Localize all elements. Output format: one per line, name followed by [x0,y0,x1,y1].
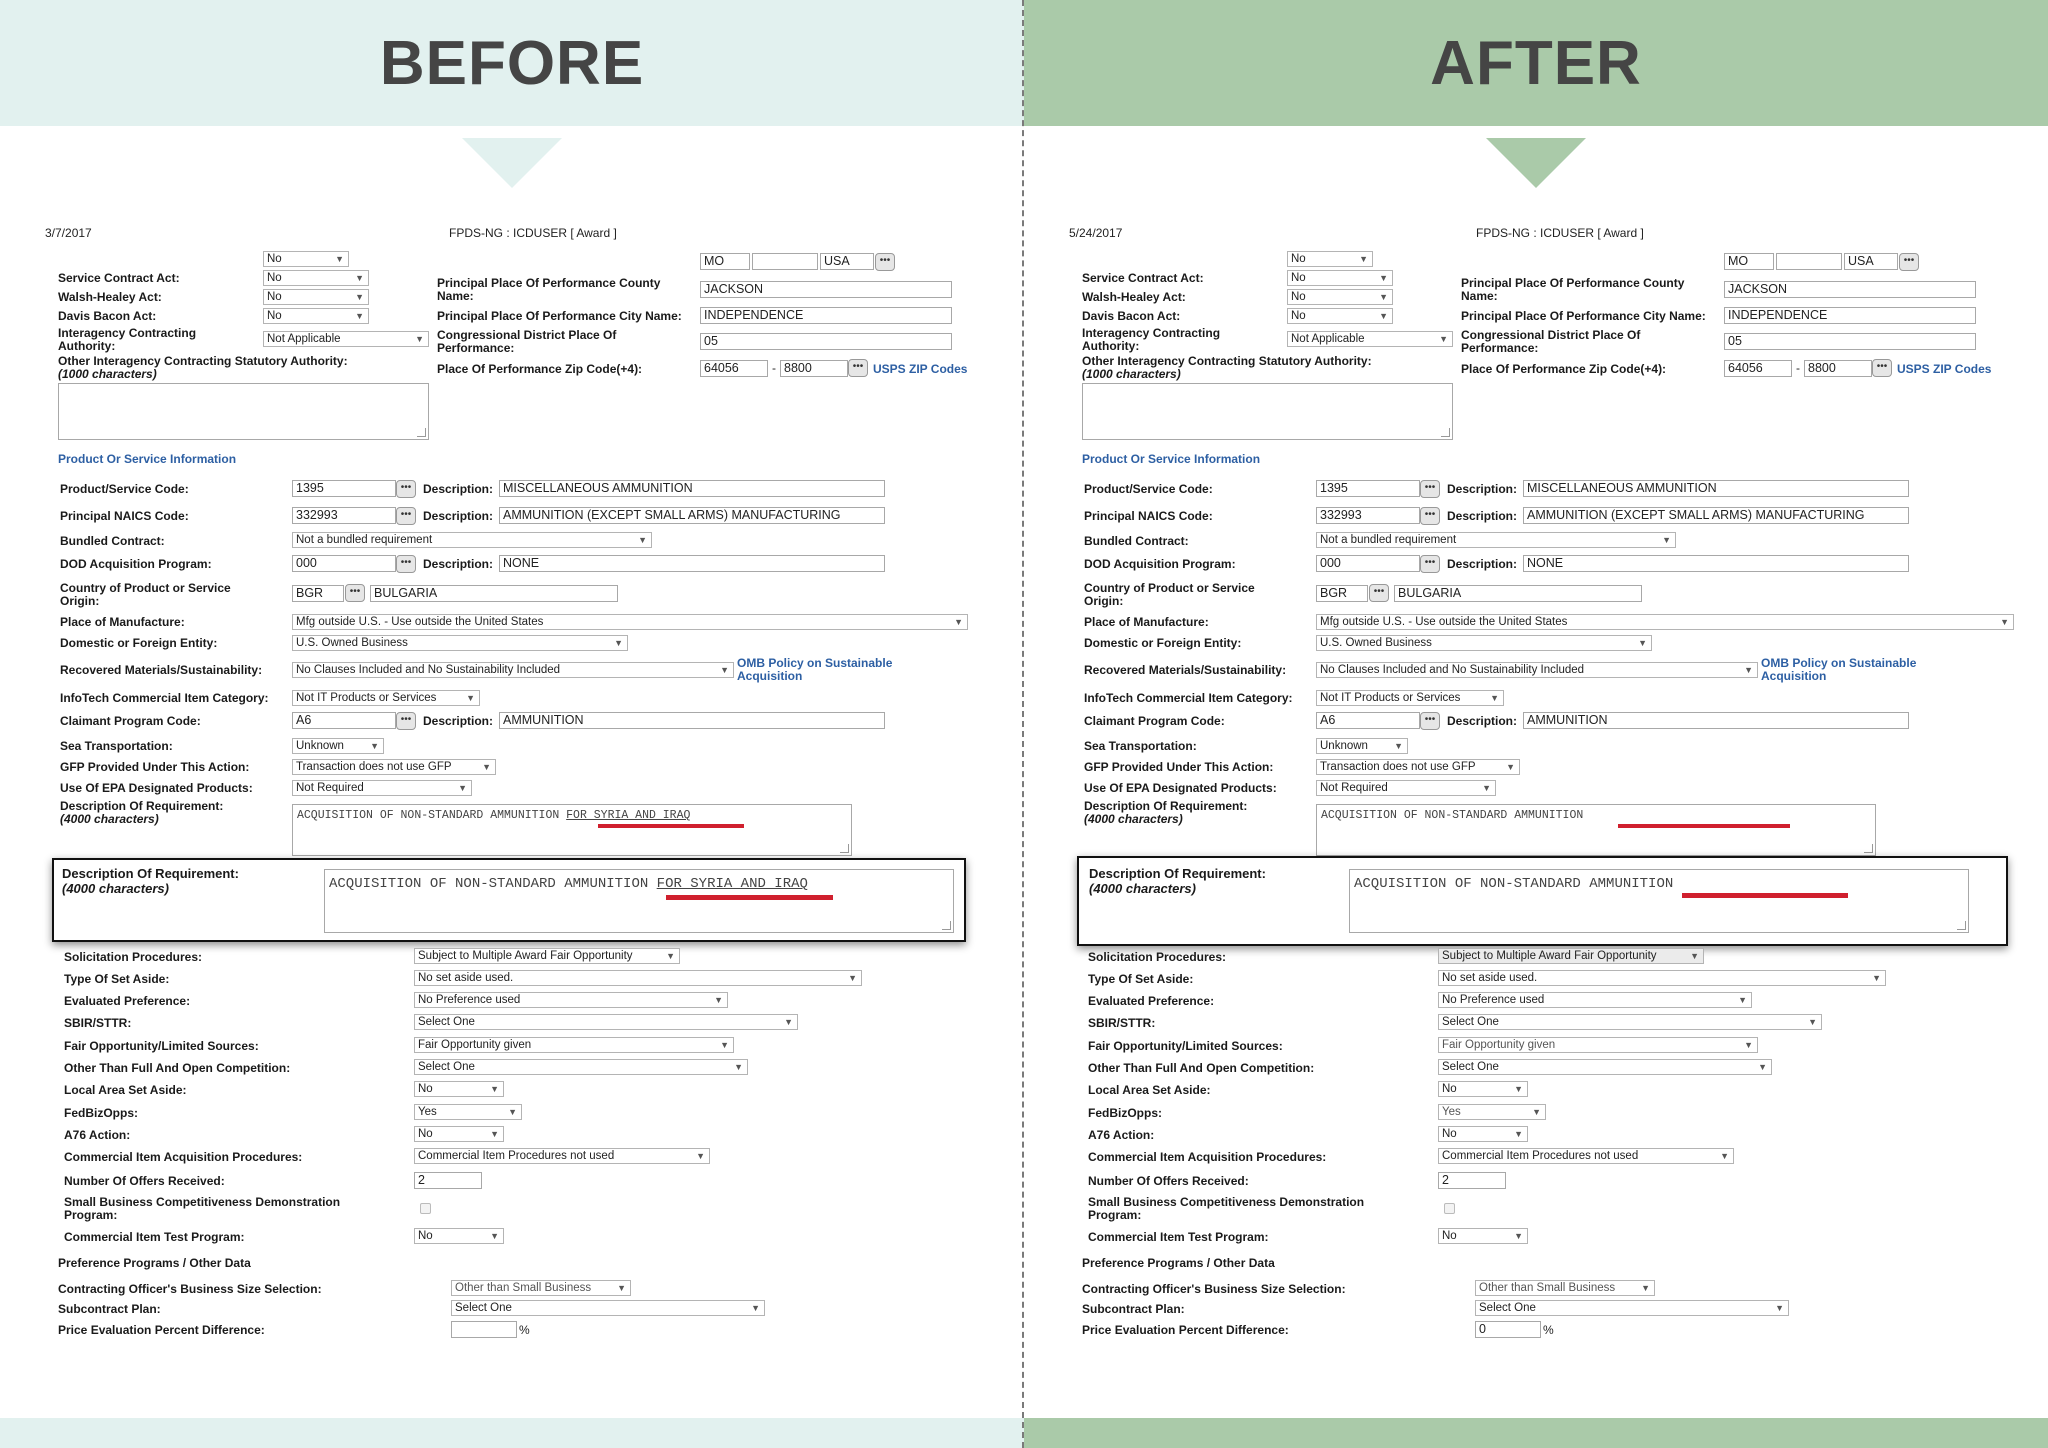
commercial-test-select[interactable]: No ▼ [414,1228,504,1244]
naics-desc-field: AMMUNITION (EXCEPT SMALL ARMS) MANUFACTURING [499,507,885,524]
pop-state-field[interactable]: MO [1724,253,1774,270]
business-size-select[interactable]: Other than Small Business ▼ [1475,1280,1655,1296]
zip-dash: - [1796,361,1800,375]
price-eval-field[interactable]: 0 [1475,1321,1541,1338]
panel-divider [1022,0,1024,1448]
zip-lookup-button[interactable]: ••• [848,359,868,377]
domestic-foreign-label: Domestic or Foreign Entity: [1084,636,1242,650]
country-origin-label: Country of Product or Service Origin: [1084,581,1255,608]
psc-label: Product/Service Code: [60,482,189,496]
pop-county-field[interactable]: JACKSON [1724,281,1976,298]
sbir-select[interactable]: Select One ▼ [1438,1014,1822,1030]
dod-program-label: DOD Acquisition Program: [1084,557,1236,571]
pop-country-field[interactable]: USA [1844,253,1898,270]
congressional-district-label: Congressional District Place Of Performance: [1461,328,1641,355]
fedbizopps-select[interactable]: Yes ▼ [414,1104,522,1120]
local-area-select[interactable]: No ▼ [414,1081,504,1097]
percent-sign: % [519,1323,530,1337]
other-than-full-label: Other Than Full And Open Competition: [64,1061,291,1075]
recovered-materials-select[interactable]: No Clauses Included and No Sustainability Included ▼ [1316,662,1758,678]
other-than-full-select[interactable]: Select One ▼ [414,1059,748,1075]
gfp-select[interactable]: Transaction does not use GFP ▼ [292,759,496,775]
claimant-label: Claimant Program Code: [1084,714,1225,728]
dod-desc-field: NONE [499,555,885,572]
zip-lookup-button[interactable]: ••• [1872,359,1892,377]
small-business-demo-checkbox[interactable] [420,1203,431,1214]
davis-bacon-act-label: Davis Bacon Act: [1082,309,1181,323]
davis-bacon-act-select[interactable]: No ▼ [1287,308,1393,324]
walsh-healey-act-label: Walsh-Healey Act: [1082,290,1186,304]
zoom-description-textarea[interactable]: ACQUISITION OF NON-STANDARD AMMUNITION FOR SYRIA AND IRAQ [324,869,954,933]
pop-zip-label: Place Of Performance Zip Code(+4): [437,362,643,376]
evaluated-pref-select[interactable]: No Preference used ▼ [414,992,728,1008]
zoom-description-label: Description Of Requirement: (4000 characters) [62,866,239,896]
sea-transport-label: Sea Transportation: [1084,739,1197,753]
claimant-label: Claimant Program Code: [60,714,201,728]
psc-desc-field: MISCELLANEOUS AMMUNITION [1523,480,1909,497]
pop-city-field[interactable]: INDEPENDENCE [1724,307,1976,324]
fedbizopps-label: FedBizOpps: [1088,1106,1162,1120]
sea-transport-select[interactable]: Unknown ▼ [1316,738,1408,754]
zoom-description-label: Description Of Requirement: (4000 characters) [1089,866,1266,896]
pop-country-field[interactable]: USA [820,253,874,270]
small-business-demo-label: Small Business Competitiveness Demonstration Program: [1088,1195,1365,1222]
bundled-select[interactable]: Not a bundled requirement ▼ [1316,532,1676,548]
country-lookup-button[interactable]: ••• [345,584,365,602]
solicitation-select[interactable]: Subject to Multiple Award Fair Opportunity ▼ [414,948,680,964]
claimant-lookup-button[interactable]: ••• [396,712,416,730]
bundled-label: Bundled Contract: [1084,534,1189,548]
davis-bacon-act-select[interactable]: No ▼ [263,308,369,324]
epa-select[interactable]: Not Required ▼ [1316,780,1496,796]
before-footer-bar [0,1418,1024,1448]
offers-label: Number Of Offers Received: [1088,1174,1249,1188]
fair-opportunity-select[interactable]: Fair Opportunity given ▼ [1438,1037,1758,1053]
section-preference-programs: Preference Programs / Other Data [1082,1256,1275,1270]
fair-opportunity-label: Fair Opportunity/Limited Sources: [1088,1039,1283,1053]
place-manufacture-select[interactable]: Mfg outside U.S. - Use outside the United States ▼ [1316,614,2014,630]
dod-desc-label: Description: [1447,557,1518,571]
top-select[interactable]: No ▼ [1287,251,1373,267]
walsh-healey-act-select[interactable]: No ▼ [1287,289,1393,305]
sbir-select[interactable]: Select One ▼ [414,1014,798,1030]
walsh-healey-act-select[interactable]: No ▼ [263,289,369,305]
sea-transport-select[interactable]: Unknown ▼ [292,738,384,754]
naics-desc-field: AMMUNITION (EXCEPT SMALL ARMS) MANUFACTURING [1523,507,1909,524]
walsh-healey-act-label: Walsh-Healey Act: [58,290,162,304]
pop-state-field[interactable]: MO [700,253,750,270]
chevron-down-icon: ▼ [335,254,344,264]
sea-transport-label: Sea Transportation: [60,739,173,753]
form-date: 3/7/2017 [45,226,92,240]
service-contract-act-label: Service Contract Act: [58,271,180,285]
service-contract-act-select[interactable]: No ▼ [263,270,369,286]
congressional-district-field[interactable]: 05 [1724,333,1976,350]
description-textarea[interactable]: ACQUISITION OF NON-STANDARD AMMUNITION [1316,804,1876,856]
chevron-down-icon: ▼ [1359,254,1368,264]
domestic-foreign-label: Domestic or Foreign Entity: [60,636,218,650]
naics-desc-label: Description: [423,509,494,523]
service-contract-act-select[interactable]: No ▼ [1287,270,1393,286]
a76-select[interactable]: No ▼ [414,1126,504,1142]
dod-lookup-button[interactable]: ••• [1420,555,1440,573]
subcontract-select[interactable]: Select One ▼ [1475,1300,1789,1316]
pop-county-label: Principal Place Of Performance County Name: [437,276,661,303]
recovered-materials-label: Recovered Materials/Sustainability: [1084,663,1287,677]
local-area-label: Local Area Set Aside: [1088,1083,1211,1097]
psc-label: Product/Service Code: [1084,482,1213,496]
zoom-description-textarea[interactable]: ACQUISITION OF NON-STANDARD AMMUNITION [1349,869,1969,933]
highlight-underline [598,824,744,828]
commercial-test-select[interactable]: No ▼ [1438,1228,1528,1244]
set-aside-select[interactable]: No set aside used. ▼ [1438,970,1886,986]
pop-city-field[interactable]: INDEPENDENCE [700,307,952,324]
other-than-full-select[interactable]: Select One ▼ [1438,1059,1772,1075]
naics-label: Principal NAICS Code: [60,509,189,523]
gfp-label: GFP Provided Under This Action: [1084,760,1274,774]
usps-zip-link[interactable]: USPS ZIP Codes [1897,362,1992,376]
epa-select[interactable]: Not Required ▼ [292,780,472,796]
commercial-procedures-select[interactable]: Commercial Item Procedures not used ▼ [1438,1148,1734,1164]
commercial-test-label: Commercial Item Test Program: [1088,1230,1269,1244]
country-lookup-button[interactable]: ••• [1369,584,1389,602]
place-manufacture-label: Place of Manufacture: [60,615,185,629]
psc-field[interactable]: 1395 [1316,480,1420,497]
recovered-materials-label: Recovered Materials/Sustainability: [60,663,263,677]
commercial-test-label: Commercial Item Test Program: [64,1230,245,1244]
naics-label: Principal NAICS Code: [1084,509,1213,523]
congressional-district-field[interactable]: 05 [700,333,952,350]
after-banner [1024,0,2048,126]
pop-extra-field[interactable] [1776,253,1842,270]
local-area-select[interactable]: No ▼ [1438,1081,1528,1097]
bundled-select[interactable]: Not a bundled requirement ▼ [292,532,652,548]
service-contract-act-label: Service Contract Act: [1082,271,1204,285]
place-manufacture-label: Place of Manufacture: [1084,615,1209,629]
lookup-button[interactable]: ••• [1899,253,1919,271]
subcontract-select[interactable]: Select One ▼ [451,1300,765,1316]
interagency-authority-label: Interagency Contracting Authority: [1082,326,1221,353]
infotech-select[interactable]: Not IT Products or Services ▼ [292,690,480,706]
subcontract-label: Subcontract Plan: [58,1302,161,1316]
lookup-button[interactable]: ••• [875,253,895,271]
country-code-field[interactable]: BGR [1316,585,1368,602]
section-preference-programs: Preference Programs / Other Data [58,1256,251,1270]
evaluated-pref-select[interactable]: No Preference used ▼ [1438,992,1752,1008]
down-arrow-icon [462,138,562,188]
business-size-label: Contracting Officer's Business Size Selection: [58,1282,322,1296]
offers-field[interactable]: 2 [414,1172,482,1189]
omb-policy-link[interactable]: OMB Policy on Sustainable Acquisition [737,656,893,683]
recovered-materials-select[interactable]: No Clauses Included and No Sustainability Included ▼ [292,662,734,678]
interagency-authority-label: Interagency Contracting Authority: [58,326,197,353]
bundled-label: Bundled Contract: [60,534,165,548]
form-title: FPDS-NG : ICDUSER [ Award ] [1476,226,1644,240]
pop-zip4-field[interactable]: 8800 [780,360,848,377]
price-eval-label: Price Evaluation Percent Difference: [1082,1323,1289,1337]
description-label: Description Of Requirement: (4000 characters) [60,799,224,826]
other-than-full-label: Other Than Full And Open Competition: [1088,1061,1315,1075]
other-interagency-label: Other Interagency Contracting Statutory Authority: (1000 characters) [1082,354,1372,381]
before-heading: BEFORE [379,28,645,98]
psc-desc-label: Description: [1447,482,1518,496]
sbir-label: SBIR/STTR: [64,1016,132,1030]
gfp-select[interactable]: Transaction does not use GFP ▼ [1316,759,1520,775]
naics-desc-label: Description: [1447,509,1518,523]
price-eval-label: Price Evaluation Percent Difference: [58,1323,265,1337]
pop-city-label: Principal Place Of Performance City Name: [437,309,682,323]
pop-zip4-field[interactable]: 8800 [1804,360,1872,377]
section-product-service: Product Or Service Information [1082,452,1261,466]
description-label: Description Of Requirement: (4000 characters) [1084,799,1248,826]
country-name-field: BULGARIA [370,585,618,602]
pop-county-label: Principal Place Of Performance County Name: [1461,276,1685,303]
claimant-desc-field: AMMUNITION [499,712,885,729]
dod-desc-field: NONE [1523,555,1909,572]
after-panel [1024,0,2048,1448]
dod-desc-label: Description: [423,557,494,571]
country-code-field[interactable]: BGR [292,585,344,602]
a76-label: A76 Action: [1088,1128,1155,1142]
other-interagency-label: Other Interagency Contracting Statutory Authority: (1000 characters) [58,354,348,381]
psc-lookup-button[interactable]: ••• [396,480,416,498]
evaluated-pref-label: Evaluated Preference: [64,994,191,1008]
domestic-foreign-select[interactable]: U.S. Owned Business ▼ [1316,635,1652,651]
other-interagency-textarea[interactable] [58,383,429,440]
pop-zip-field[interactable]: 64056 [700,360,768,377]
zoom-highlight-underline [1682,893,1848,898]
commercial-procedures-label: Commercial Item Acquisition Procedures: [1088,1150,1327,1164]
naics-lookup-button[interactable]: ••• [1420,507,1440,525]
business-size-select[interactable]: Other than Small Business ▼ [451,1280,631,1296]
interagency-authority-select[interactable]: Not Applicable ▼ [263,331,429,347]
naics-lookup-button[interactable]: ••• [396,507,416,525]
set-aside-label: Type Of Set Aside: [64,972,170,986]
small-business-demo-label: Small Business Competitiveness Demonstration Program: [64,1195,341,1222]
set-aside-select[interactable]: No set aside used. ▼ [414,970,862,986]
pop-zip-field[interactable]: 64056 [1724,360,1792,377]
dod-program-field[interactable]: 000 [292,555,396,572]
gfp-label: GFP Provided Under This Action: [60,760,250,774]
naics-field[interactable]: 332993 [1316,507,1420,524]
business-size-label: Contracting Officer's Business Size Selection: [1082,1282,1346,1296]
epa-label: Use Of EPA Designated Products: [1084,781,1277,795]
after-footer-bar [1024,1418,2048,1448]
claimant-lookup-button[interactable]: ••• [1420,712,1440,730]
claimant-field[interactable]: A6 [1316,712,1420,729]
subcontract-label: Subcontract Plan: [1082,1302,1185,1316]
commercial-procedures-label: Commercial Item Acquisition Procedures: [64,1150,303,1164]
infotech-select[interactable]: Not IT Products or Services ▼ [1316,690,1504,706]
fair-opportunity-label: Fair Opportunity/Limited Sources: [64,1039,259,1053]
psc-field[interactable]: 1395 [292,480,396,497]
claimant-desc-label: Description: [1447,714,1518,728]
dod-lookup-button[interactable]: ••• [396,555,416,573]
solicitation-label: Solicitation Procedures: [64,950,203,964]
pop-city-label: Principal Place Of Performance City Name: [1461,309,1706,323]
infotech-label: InfoTech Commercial Item Category: [1084,691,1293,705]
zip-dash: - [772,361,776,375]
sbir-label: SBIR/STTR: [1088,1016,1156,1030]
dod-program-field[interactable]: 000 [1316,555,1420,572]
offers-field[interactable]: 2 [1438,1172,1506,1189]
country-name-field: BULGARIA [1394,585,1642,602]
a76-label: A76 Action: [64,1128,131,1142]
pop-zip-label: Place Of Performance Zip Code(+4): [1461,362,1667,376]
percent-sign: % [1543,1323,1554,1337]
description-textarea[interactable]: ACQUISITION OF NON-STANDARD AMMUNITION FOR SYRIA AND IRAQ [292,804,852,856]
fedbizopps-label: FedBizOpps: [64,1106,138,1120]
description-zoom-callout [52,858,966,942]
congressional-district-label: Congressional District Place Of Performance: [437,328,617,355]
other-interagency-textarea[interactable] [1082,383,1453,440]
omb-policy-link[interactable]: OMB Policy on Sustainable Acquisition [1761,656,1917,683]
pop-county-field[interactable]: JACKSON [700,281,952,298]
price-eval-field[interactable] [451,1321,517,1338]
psc-desc-field: MISCELLANEOUS AMMUNITION [499,480,885,497]
fedbizopps-select[interactable]: Yes ▼ [1438,1104,1546,1120]
infotech-label: InfoTech Commercial Item Category: [60,691,269,705]
fair-opportunity-select[interactable]: Fair Opportunity given ▼ [414,1037,734,1053]
description-zoom-callout [1077,856,2008,946]
pop-extra-field[interactable] [752,253,818,270]
dod-program-label: DOD Acquisition Program: [60,557,212,571]
section-product-service: Product Or Service Information [58,452,237,466]
naics-field[interactable]: 332993 [292,507,396,524]
set-aside-label: Type Of Set Aside: [1088,972,1194,986]
offers-label: Number Of Offers Received: [64,1174,225,1188]
claimant-desc-label: Description: [423,714,494,728]
place-manufacture-select[interactable]: Mfg outside U.S. - Use outside the United States ▼ [292,614,968,630]
form-date: 5/24/2017 [1069,226,1123,240]
claimant-desc-field: AMMUNITION [1523,712,1909,729]
davis-bacon-act-label: Davis Bacon Act: [58,309,157,323]
local-area-label: Local Area Set Aside: [64,1083,187,1097]
solicitation-select[interactable]: Subject to Multiple Award Fair Opportunity ▼ [1438,948,1704,964]
commercial-procedures-select[interactable]: Commercial Item Procedures not used ▼ [414,1148,710,1164]
usps-zip-link[interactable]: USPS ZIP Codes [873,362,968,376]
domestic-foreign-select[interactable]: U.S. Owned Business ▼ [292,635,628,651]
before-banner [0,0,1024,126]
interagency-authority-select[interactable]: Not Applicable ▼ [1287,331,1453,347]
highlight-underline [1618,824,1790,828]
top-select[interactable]: No ▼ [263,251,349,267]
solicitation-label: Solicitation Procedures: [1088,950,1227,964]
small-business-demo-checkbox[interactable] [1444,1203,1455,1214]
zoom-highlight-underline [666,895,833,900]
epa-label: Use Of EPA Designated Products: [60,781,253,795]
claimant-field[interactable]: A6 [292,712,396,729]
after-heading: AFTER [1430,28,1642,98]
psc-lookup-button[interactable]: ••• [1420,480,1440,498]
country-origin-label: Country of Product or Service Origin: [60,581,231,608]
evaluated-pref-label: Evaluated Preference: [1088,994,1215,1008]
form-title: FPDS-NG : ICDUSER [ Award ] [449,226,617,240]
psc-desc-label: Description: [423,482,494,496]
down-arrow-icon [1486,138,1586,188]
a76-select[interactable]: No ▼ [1438,1126,1528,1142]
